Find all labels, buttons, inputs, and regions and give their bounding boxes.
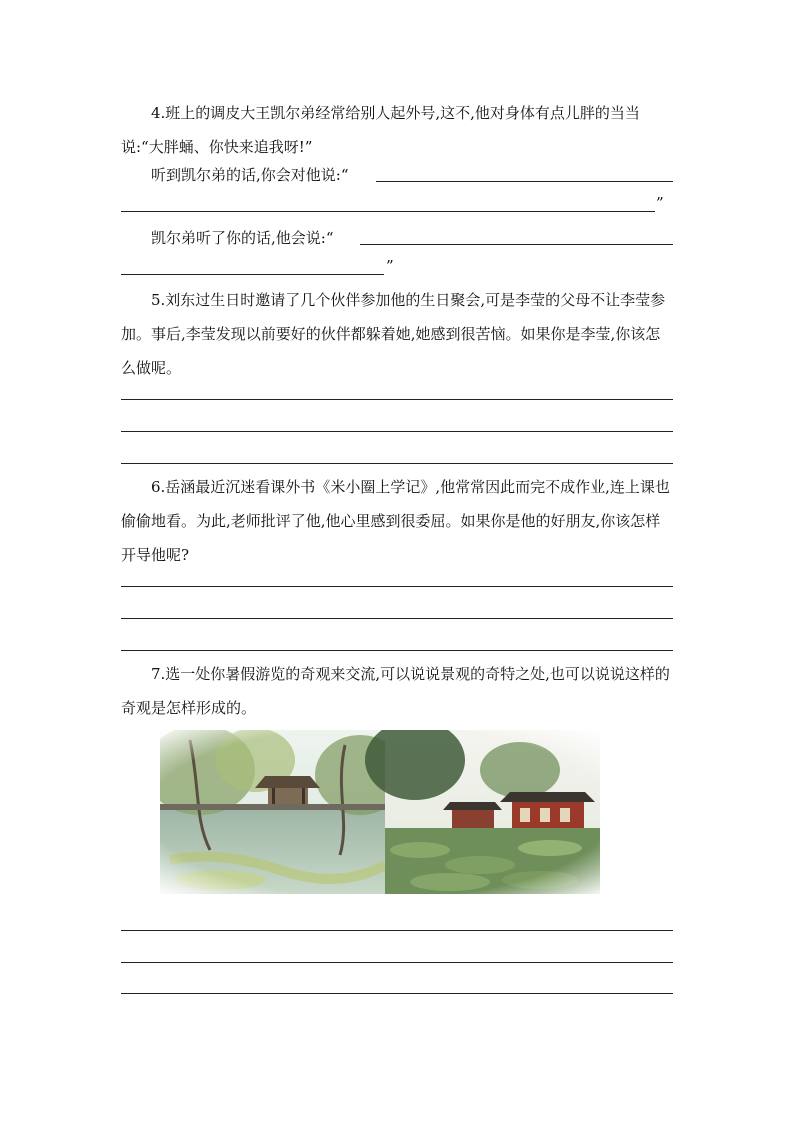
q4-answer-line-2a[interactable]	[360, 244, 673, 245]
q6-answer-line[interactable]	[121, 586, 673, 587]
q4-line1-close: ”	[656, 194, 664, 212]
q4-prompt: 4.班上的调皮大王凯尔弟经常给别人起外号,这不,他对身体有点儿胖的当当说:“大胖蛹、你快来追我呀!”	[121, 104, 640, 156]
q6-answer-line[interactable]	[121, 650, 673, 651]
q4-line2-close: ”	[386, 257, 394, 275]
q4-answer-line-2b[interactable]	[121, 274, 384, 275]
q7-answer-line[interactable]	[121, 962, 673, 963]
q7-answer-line[interactable]	[121, 993, 673, 994]
q6-answer-line[interactable]	[121, 618, 673, 619]
q5-answer-line[interactable]	[121, 431, 673, 432]
q4-line1-label: 听到凯尔弟的话,你会对他说:“	[151, 166, 349, 184]
q5-prompt: 5.刘东过生日时邀请了几个伙伴参加他的生日聚会,可是李莹的父母不让李莹参加。事后,李莹发现以前要好的伙伴都躲着她,她感到很苦恼。如果你是李莹,你该怎么做呢。	[121, 291, 666, 377]
scenic-photo	[160, 730, 600, 894]
q4-answer-line-1b[interactable]	[121, 211, 655, 212]
q7-prompt: 7.选一处你暑假游览的奇观来交流,可以说说景观的奇特之处,也可以说说这样的奇观是怎样形成的。	[121, 665, 670, 717]
q5-answer-line[interactable]	[121, 399, 673, 400]
q6-prompt: 6.岳涵最近沉迷看课外书《米小圈上学记》,他常常因此而完不成作业,连上课也偷偷地看。为此,老师批评了他,他心里感到很委屈。如果你是他的好朋友,你该怎样开导他呢?	[121, 478, 670, 564]
q7-answer-line[interactable]	[121, 930, 673, 931]
q4-line2-label: 凯尔弟听了你的话,他会说:“	[151, 229, 334, 247]
q4-answer-line-1a[interactable]	[376, 181, 673, 182]
q5-answer-line[interactable]	[121, 463, 673, 464]
